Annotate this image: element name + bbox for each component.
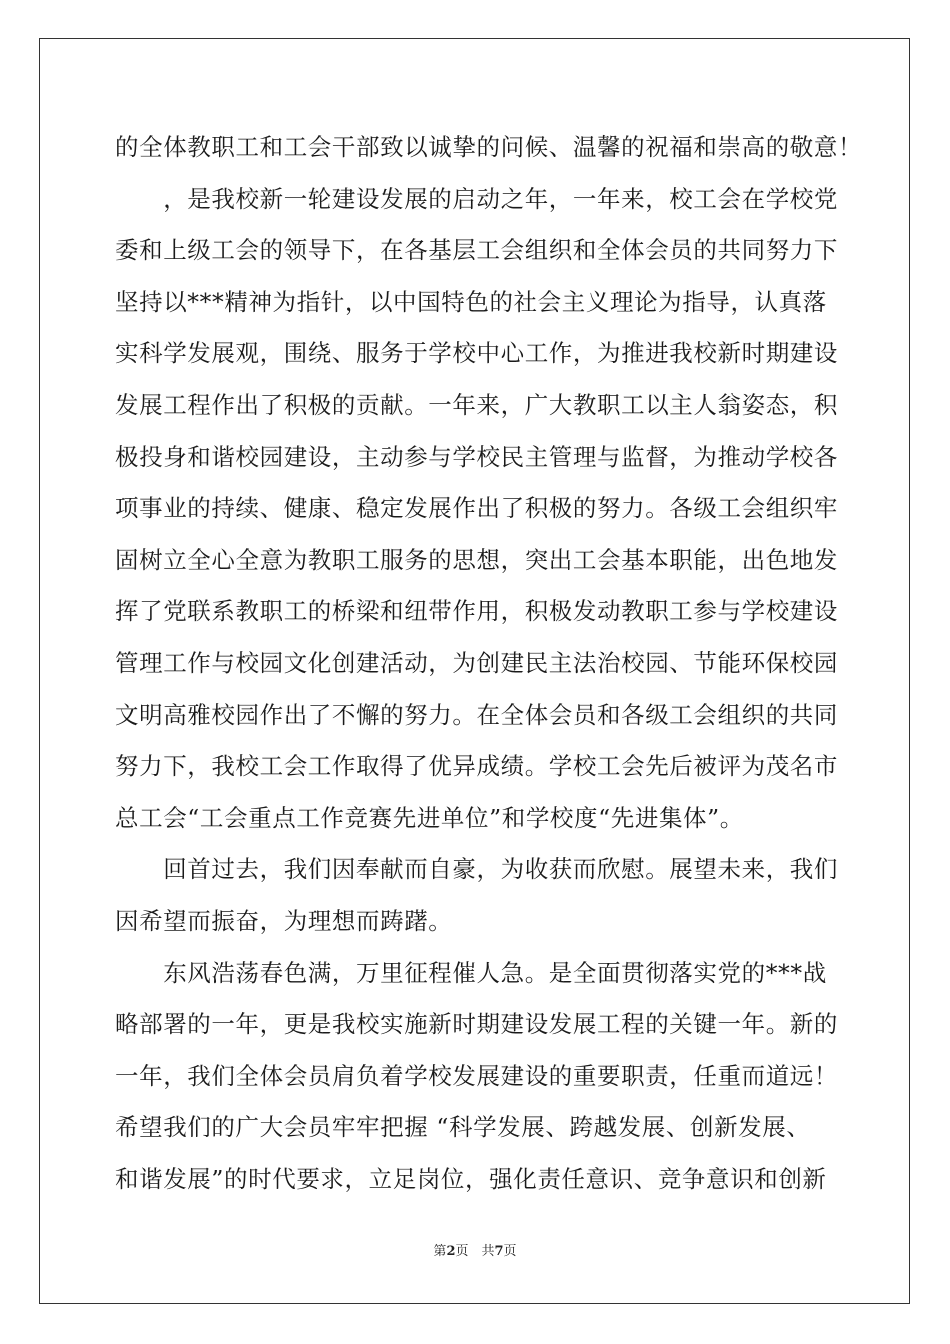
text-line: 的全体教职工和工会干部致以诚挚的问候、温馨的祝福和崇高的敬意！ — [115, 133, 863, 161]
text-line: 希望我们的广大会员牢牢把握 “科学发展、跨越发展、创新发展、 — [115, 1113, 811, 1142]
text-line: 东风浩荡春色满，万里征程催人急。是全面贯彻落实党的***战 — [115, 958, 827, 987]
page-prefix: 第 — [433, 1244, 447, 1259]
page-footer — [0, 1243, 950, 1261]
text-line: 委和上级工会的领导下，在各基层工会组织和全体会员的共同努力下 — [115, 236, 838, 265]
text-line: 项事业的持续、健康、稳定发展作出了积极的努力。各级工会组织牢 — [115, 494, 838, 523]
text-line: 和谐发展”的时代要求，立足岗位，强化责任意识、竞争意识和创新 — [115, 1164, 827, 1193]
text-line: 挥了党联系教职工的桥梁和纽带作用，积极发动教职工参与学校建设 — [115, 597, 838, 626]
text-line: 发展工程作出了积极的贡献。一年来，广大教职工以主人翁姿态，积 — [115, 390, 838, 419]
text-line: ，是我校新一轮建设发展的启动之年，一年来，校工会在学校党 — [115, 184, 838, 213]
text-line: 努力下，我校工会工作取得了优异成绩。学校工会先后被评为茂名市 — [115, 752, 838, 781]
text-line: 因希望而振奋，为理想而踌躇。 — [115, 906, 453, 935]
text-line: 固树立全心全意为教职工服务的思想，突出工会基本职能，出色地发 — [115, 545, 838, 574]
document-body — [115, 122, 863, 1205]
text-line: 回首过去，我们因奉献而自豪，为收获而欣慰。展望未来，我们 — [115, 855, 838, 884]
text-line: 总工会“工会重点工作竞赛先进单位”和学校度“先进集体”。 — [115, 803, 744, 832]
text-line: 略部署的一年，更是我校实施新时期建设发展工程的关键一年。新的 — [115, 1010, 838, 1039]
text-line: 管理工作与校园文化创建活动，为创建民主法治校园、节能环保校园 — [115, 648, 838, 677]
text-line: 实科学发展观，围绕、服务于学校中心工作，为推进我校新时期建设 — [115, 339, 838, 368]
text-line: 一年，我们全体会员肩负着学校发展建设的重要职责，任重而道远！ — [115, 1061, 838, 1090]
text-line: 文明高雅校园作出了不懈的努力。在全体会员和各级工会组织的共同 — [115, 700, 838, 729]
page-mid: 页 共 — [455, 1244, 495, 1259]
page-suffix: 页 — [503, 1244, 517, 1259]
text-line: 极投身和谐校园建设，主动参与学校民主管理与监督，为推动学校各 — [115, 442, 838, 471]
page-total-number: 7 — [494, 1244, 504, 1259]
page-current-number: 2 — [446, 1244, 456, 1259]
text-line: 坚持以***精神为指针，以中国特色的社会主义理论为指导，认真落 — [115, 287, 827, 316]
